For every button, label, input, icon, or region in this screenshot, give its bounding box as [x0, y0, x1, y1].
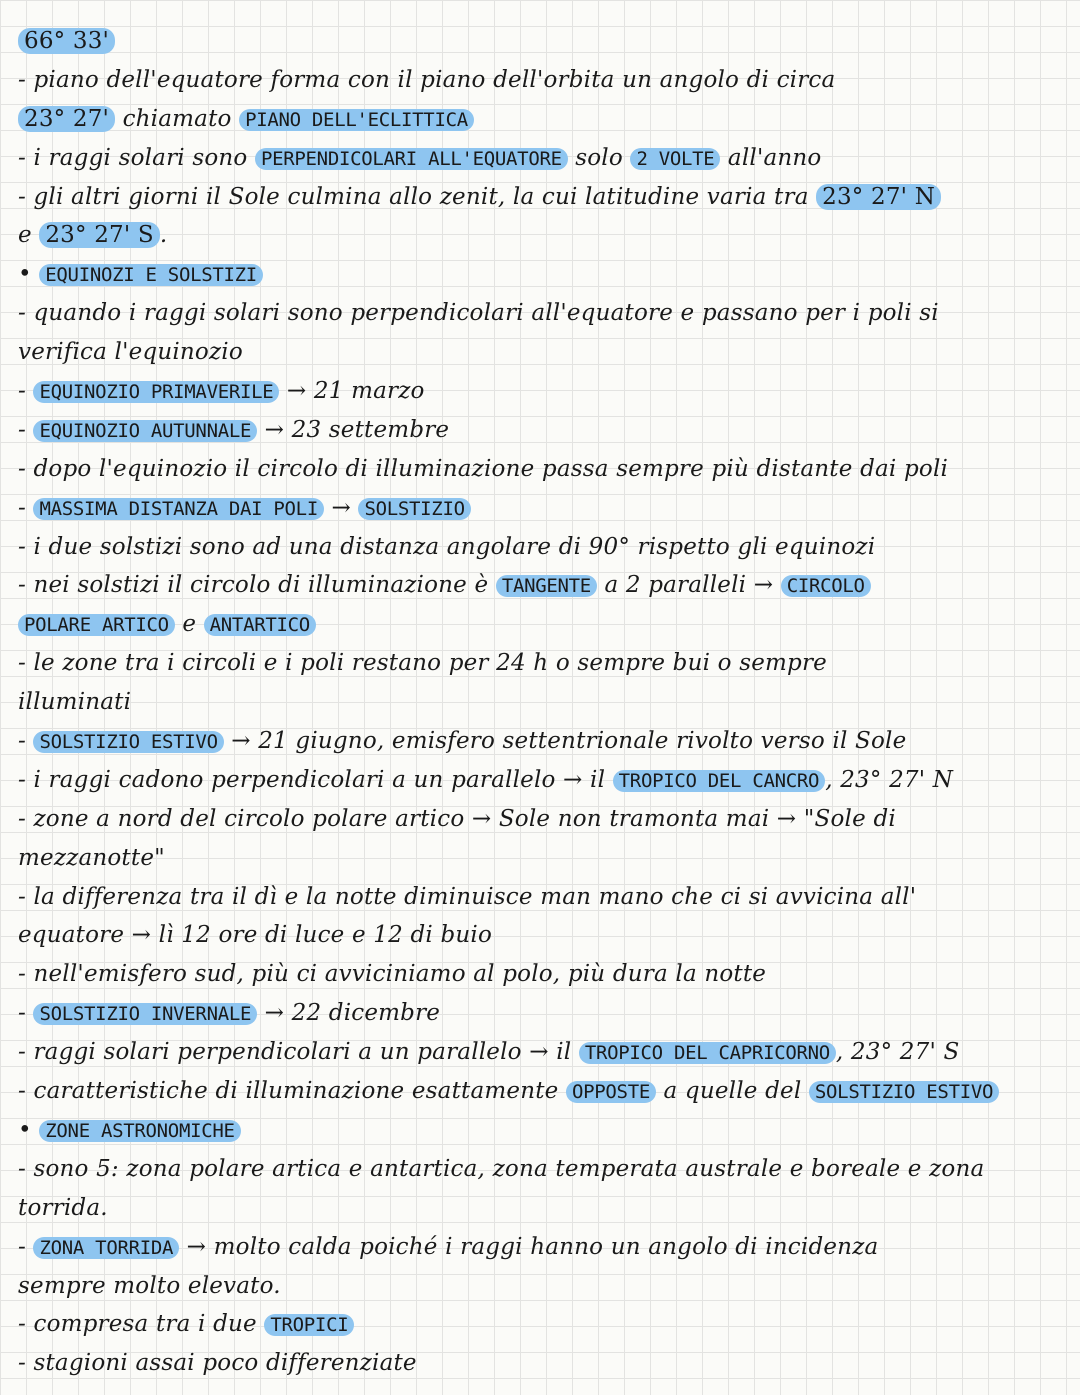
note-text: - zone a nord del circolo polare artico → Sole non tramonta mai → "Sole di — [18, 805, 896, 832]
note-text: illuminati — [18, 689, 132, 716]
note-text: → 22 dicembre — [257, 1000, 441, 1027]
note-text: → 23 settembre — [257, 416, 450, 443]
note-line — [18, 411, 1066, 450]
note-line — [18, 333, 1066, 372]
note-text: a 2 paralleli → — [596, 572, 781, 599]
note-line — [18, 372, 1066, 411]
note-text: - — [18, 1233, 34, 1260]
highlighted-term: EQUINOZI E SOLSTIZI — [39, 264, 263, 286]
note-text: - stagioni assai poco differenziate — [18, 1350, 417, 1377]
note-line — [18, 955, 1066, 994]
highlighted-value: 23° 27' S — [39, 222, 160, 248]
highlighted-value: 23° 27' N — [816, 184, 941, 210]
highlighted-term: POLARE ARTICO — [18, 614, 175, 636]
note-line — [18, 1033, 1066, 1072]
note-text: - piano dell'equatore forma con il piano dell'orbita un angolo di circa — [18, 66, 836, 93]
highlighted-term: MASSIMA DISTANZA DAI POLI — [33, 498, 323, 520]
note-text: - — [18, 416, 34, 443]
highlighted-term: TROPICO DEL CAPRICORNO — [579, 1042, 836, 1064]
note-text: → — [323, 494, 359, 521]
highlighted-term: EQUINOZIO PRIMAVERILE — [33, 381, 279, 403]
note-text: . — [159, 222, 168, 249]
note-line — [18, 916, 1066, 955]
note-text: torrida. — [18, 1194, 108, 1221]
highlighted-value: 23° 27' — [18, 106, 115, 132]
note-text: , 23° 27' N — [825, 766, 954, 793]
note-line — [18, 878, 1066, 917]
highlighted-term: OPPOSTE — [566, 1081, 656, 1103]
note-text: - caratteristiche di illuminazione esattamente — [18, 1078, 566, 1105]
highlighted-term: PERPENDICOLARI ALL'EQUATORE — [255, 148, 568, 170]
highlighted-term: 2 VOLTE — [630, 148, 720, 170]
note-text: - raggi solari perpendicolari a un parallelo → il — [18, 1039, 579, 1066]
note-text: solo — [567, 144, 631, 171]
note-text: sempre molto elevato. — [18, 1272, 281, 1299]
note-text: - i due solstizi sono ad una distanza angolare di 90° rispetto gli equinozi — [18, 533, 876, 560]
note-text: all'anno — [720, 144, 822, 171]
note-text: - — [18, 378, 34, 405]
note-text: a quelle del — [655, 1078, 809, 1105]
note-text: - — [18, 728, 34, 755]
note-text: - i raggi solari sono — [18, 144, 255, 171]
note-line — [18, 722, 1066, 761]
note-text: - nei solstizi il circolo di illuminazione è — [18, 572, 496, 599]
highlighted-term: TROPICI — [264, 1314, 354, 1336]
note-text: - la differenza tra il dì e la notte diminuisce man mano che ci si avvicina all' — [18, 883, 917, 910]
highlighted-term: PIANO DELL'ECLITTICA — [239, 109, 474, 131]
highlighted-term: SOLSTIZIO — [358, 498, 470, 520]
note-line — [18, 61, 1066, 100]
note-text: - le zone tra i circoli e i poli restano per 24 h o sempre bui o sempre — [18, 650, 827, 677]
note-line — [18, 1305, 1066, 1344]
note-text: - — [18, 1000, 34, 1027]
note-line — [18, 566, 1066, 605]
note-line — [18, 255, 1066, 294]
highlighted-value: 66° 33' — [18, 28, 115, 54]
note-line — [18, 22, 1066, 61]
note-text: , 23° 27' S — [835, 1039, 960, 1066]
highlighted-term: SOLSTIZIO INVERNALE — [33, 1003, 257, 1025]
highlighted-term: ZONA TORRIDA — [33, 1237, 179, 1259]
highlighted-term: SOLSTIZIO ESTIVO — [33, 731, 223, 753]
note-text: e — [174, 611, 204, 638]
note-text: chiamato — [115, 105, 240, 132]
bullet-marker: • — [18, 261, 40, 288]
note-line — [18, 139, 1066, 178]
note-text: equatore → lì 12 ore di luce e 12 di buio — [18, 922, 493, 949]
note-line — [18, 1150, 1066, 1189]
note-line — [18, 489, 1066, 528]
note-line — [18, 1267, 1066, 1306]
note-text: - gli altri giorni il Sole culmina allo zenit, la cui latitudine varia tra — [18, 183, 817, 210]
note-line — [18, 800, 1066, 839]
note-line — [18, 839, 1066, 878]
note-line — [18, 761, 1066, 800]
note-line — [18, 1111, 1066, 1150]
highlighted-term: EQUINOZIO AUTUNNALE — [33, 420, 257, 442]
highlighted-term: TANGENTE — [496, 575, 597, 597]
note-line — [18, 450, 1066, 489]
note-line — [18, 1344, 1066, 1383]
note-line — [18, 294, 1066, 333]
note-line — [18, 644, 1066, 683]
highlighted-term: CIRCOLO — [781, 575, 871, 597]
note-line — [18, 1228, 1066, 1267]
note-line — [18, 994, 1066, 1033]
note-text: - quando i raggi solari sono perpendicolari all'equatore e passano per i poli si — [18, 300, 939, 327]
note-text: → 21 marzo — [279, 378, 425, 405]
highlighted-term: SOLSTIZIO ESTIVO — [809, 1081, 999, 1103]
note-text: → 21 giugno, emisfero settentrionale rivolto verso il Sole — [223, 728, 907, 755]
note-text: mezzanotte" — [18, 844, 165, 871]
bullet-marker: • — [18, 1116, 40, 1143]
note-line — [18, 178, 1066, 217]
highlighted-term: TROPICO DEL CANCRO — [613, 770, 826, 792]
note-text: - — [18, 494, 34, 521]
note-text: - nell'emisfero sud, più ci avviciniamo al polo, più dura la notte — [18, 961, 767, 988]
note-line — [18, 216, 1066, 255]
note-line — [18, 100, 1066, 139]
highlighted-term: ZONE ASTRONOMICHE — [39, 1120, 240, 1142]
note-text: → molto calda poiché i raggi hanno un angolo di incidenza — [179, 1233, 879, 1260]
note-line — [18, 1072, 1066, 1111]
note-line — [18, 683, 1066, 722]
highlighted-term: ANTARTICO — [204, 614, 316, 636]
note-text: - sono 5: zona polare artica e antartica, zona temperata australe e boreale e zona — [18, 1155, 985, 1182]
note-line — [18, 1189, 1066, 1228]
note-text: - i raggi cadono perpendicolari a un parallelo → il — [18, 766, 613, 793]
note-text: - dopo l'equinozio il circolo di illuminazione passa sempre più distante dai poli — [18, 455, 949, 482]
note-line — [18, 605, 1066, 644]
note-text: - compresa tra i due — [18, 1311, 265, 1338]
note-line — [18, 528, 1066, 567]
note-text: e — [18, 222, 40, 249]
note-text: verifica l'equinozio — [18, 339, 243, 366]
